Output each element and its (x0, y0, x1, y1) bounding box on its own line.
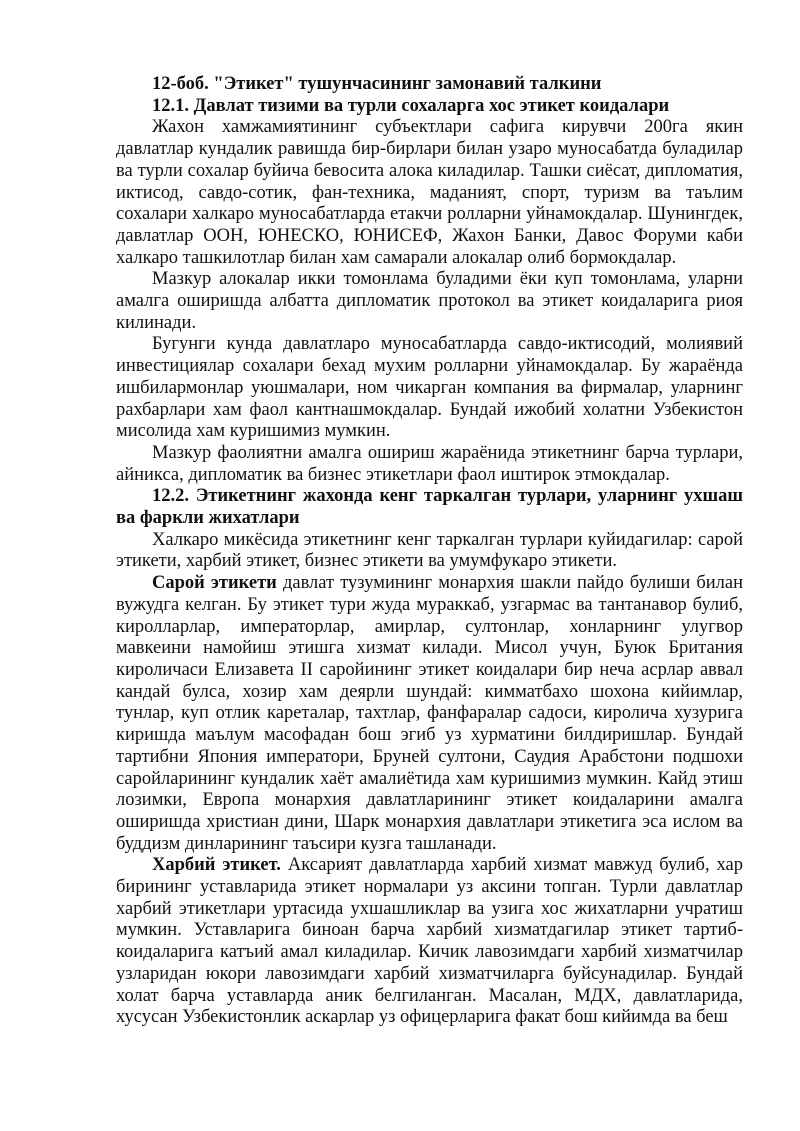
court-etiquette-text: давлат тузумининг монархия шакли пайдо булиши билан вужудга келган. Бу этикет тури жуда мураккаб, узгармас ва тантанавор булиб, киролларлар, императорлар, амирлар, султонлар, хонларнинг улугвор мавкеини намойиш этишга хизмат килади. Мисол учун, Буюк Британия кироличаси Елизавета II саройининг этикет коидалари бир неча асрлар аввал кандай булса, хозир хам деярли шундай: кимматбахо шохона кийимлар, тунлар, куп отлик кареталар, тахтлар, фанфаралар садоси, киролича хузурига киришда маълум масофадан бош эгиб уз хурматини билдиришлар. Бундай тартибни Япония императори, Бруней султони, Саудия Арабстони подшохи саройларининг кундалик хаёт амалиётида хам куришимиз мумкин. Кайд этиш лозимки, Европа монархия давлатларининг этикет коидаларини амалга оширишда христиан дини, Шарк монархия давлатлари этикетига эса ислом ва буддизм динларининг таъсири кузга ташланади. (116, 573, 743, 854)
term-court-etiquette: Сарой этикети (152, 573, 277, 594)
document-page (116, 74, 743, 1029)
chapter-title: 12-боб. "Этикет" тушунчасининг замонавий талкини (152, 74, 602, 94)
paragraph: Мазкур фаолиятни амалга ошириш жараёнида этикетнинг барча турлари, айникса, дипломатик ва бизнес этикетлари фаол иштирок этмокдалар. (116, 442, 743, 485)
paragraph: Жахон хамжамиятининг субъектлари сафига кирувчи 200га якин давлатлар кундалик равишда бир-бирлари билан узаро муносабатда буладилар ва турли сохалар буйича бевосита алока киладилар. Ташки сиёсат, дипломатия, иктисод, савдо-сотик, фан-техника, маданият, спорт, туризм ва таълим сохалари халкаро муносабатларда етакчи ролларни уйнамокдалар. Шунингдек, давлатлар ООН, ЮНЕСКО, ЮНИСЕФ, Жахон Банки, Давос Форуми каби халкаро ташкилотлар билан хам самарали алокалар олиб бормокдалар. (116, 117, 743, 268)
paragraph-military-etiquette (116, 855, 743, 1029)
paragraph-court-etiquette (116, 573, 743, 855)
section-2-title: 12.2. Этикетнинг жахонда кенг таркалган турлари, уларнинг ухшаш ва фаркли жихатлари (116, 486, 743, 529)
paragraph: Халкаро микёсида этикетнинг кенг таркалган турлари куйидагилар: сарой этикети, харбий этикет, бизнес этикети ва умумфукаро этикети. (116, 529, 743, 572)
term-military-etiquette: Харбий этикет. (152, 855, 281, 876)
military-etiquette-text: Аксарият давлатларда харбий хизмат мавжуд булиб, хар бирининг уставларида этикет нормалари уз аксини топган. Турли давлатлар харбий этикетлари уртасида ухшашликлар ва узига хос жихатларни учратиш мумкин. Уставларига биноан барча харбий хизматдагилар этикет тартиб-коидаларига катъий амал киладилар. Кичик лавозимдаги харбий хизматчилар узларидан юкори лавозимдаги харбий хизматчиларга буйсунадилар. Бундай холат барча уставларда аник белгиланган. Масалан, МДХ, давлатларида, хусусан Узбекистонлик аскарлар уз офицерларига факат бош кийимда ва беш (116, 855, 743, 1028)
section-1-title: 12.1. Давлат тизими ва турли сохаларга хос этикет коидалари (152, 95, 670, 116)
paragraph: Бугунги кунда давлатларо муносабатларда савдо-иктисодий, молиявий инвестициялар сохалари бехад мухим ролларни уйнамокдалар. Бу жараёнда ишбилармонлар уюшмалари, ном чикарган компания ва фирмалар, уларнинг рахбарлари хам фаол кантнашмокдалар. Бундай ижобий холатни Узбекистон мисолида хам куришимиз мумкин. (116, 334, 743, 442)
paragraph: Мазкур алокалар икки томонлама буладими ёки куп томонлама, уларни амалга оширишда албатта дипломатик протокол ва этикет коидаларига риоя килинади. (116, 269, 743, 333)
